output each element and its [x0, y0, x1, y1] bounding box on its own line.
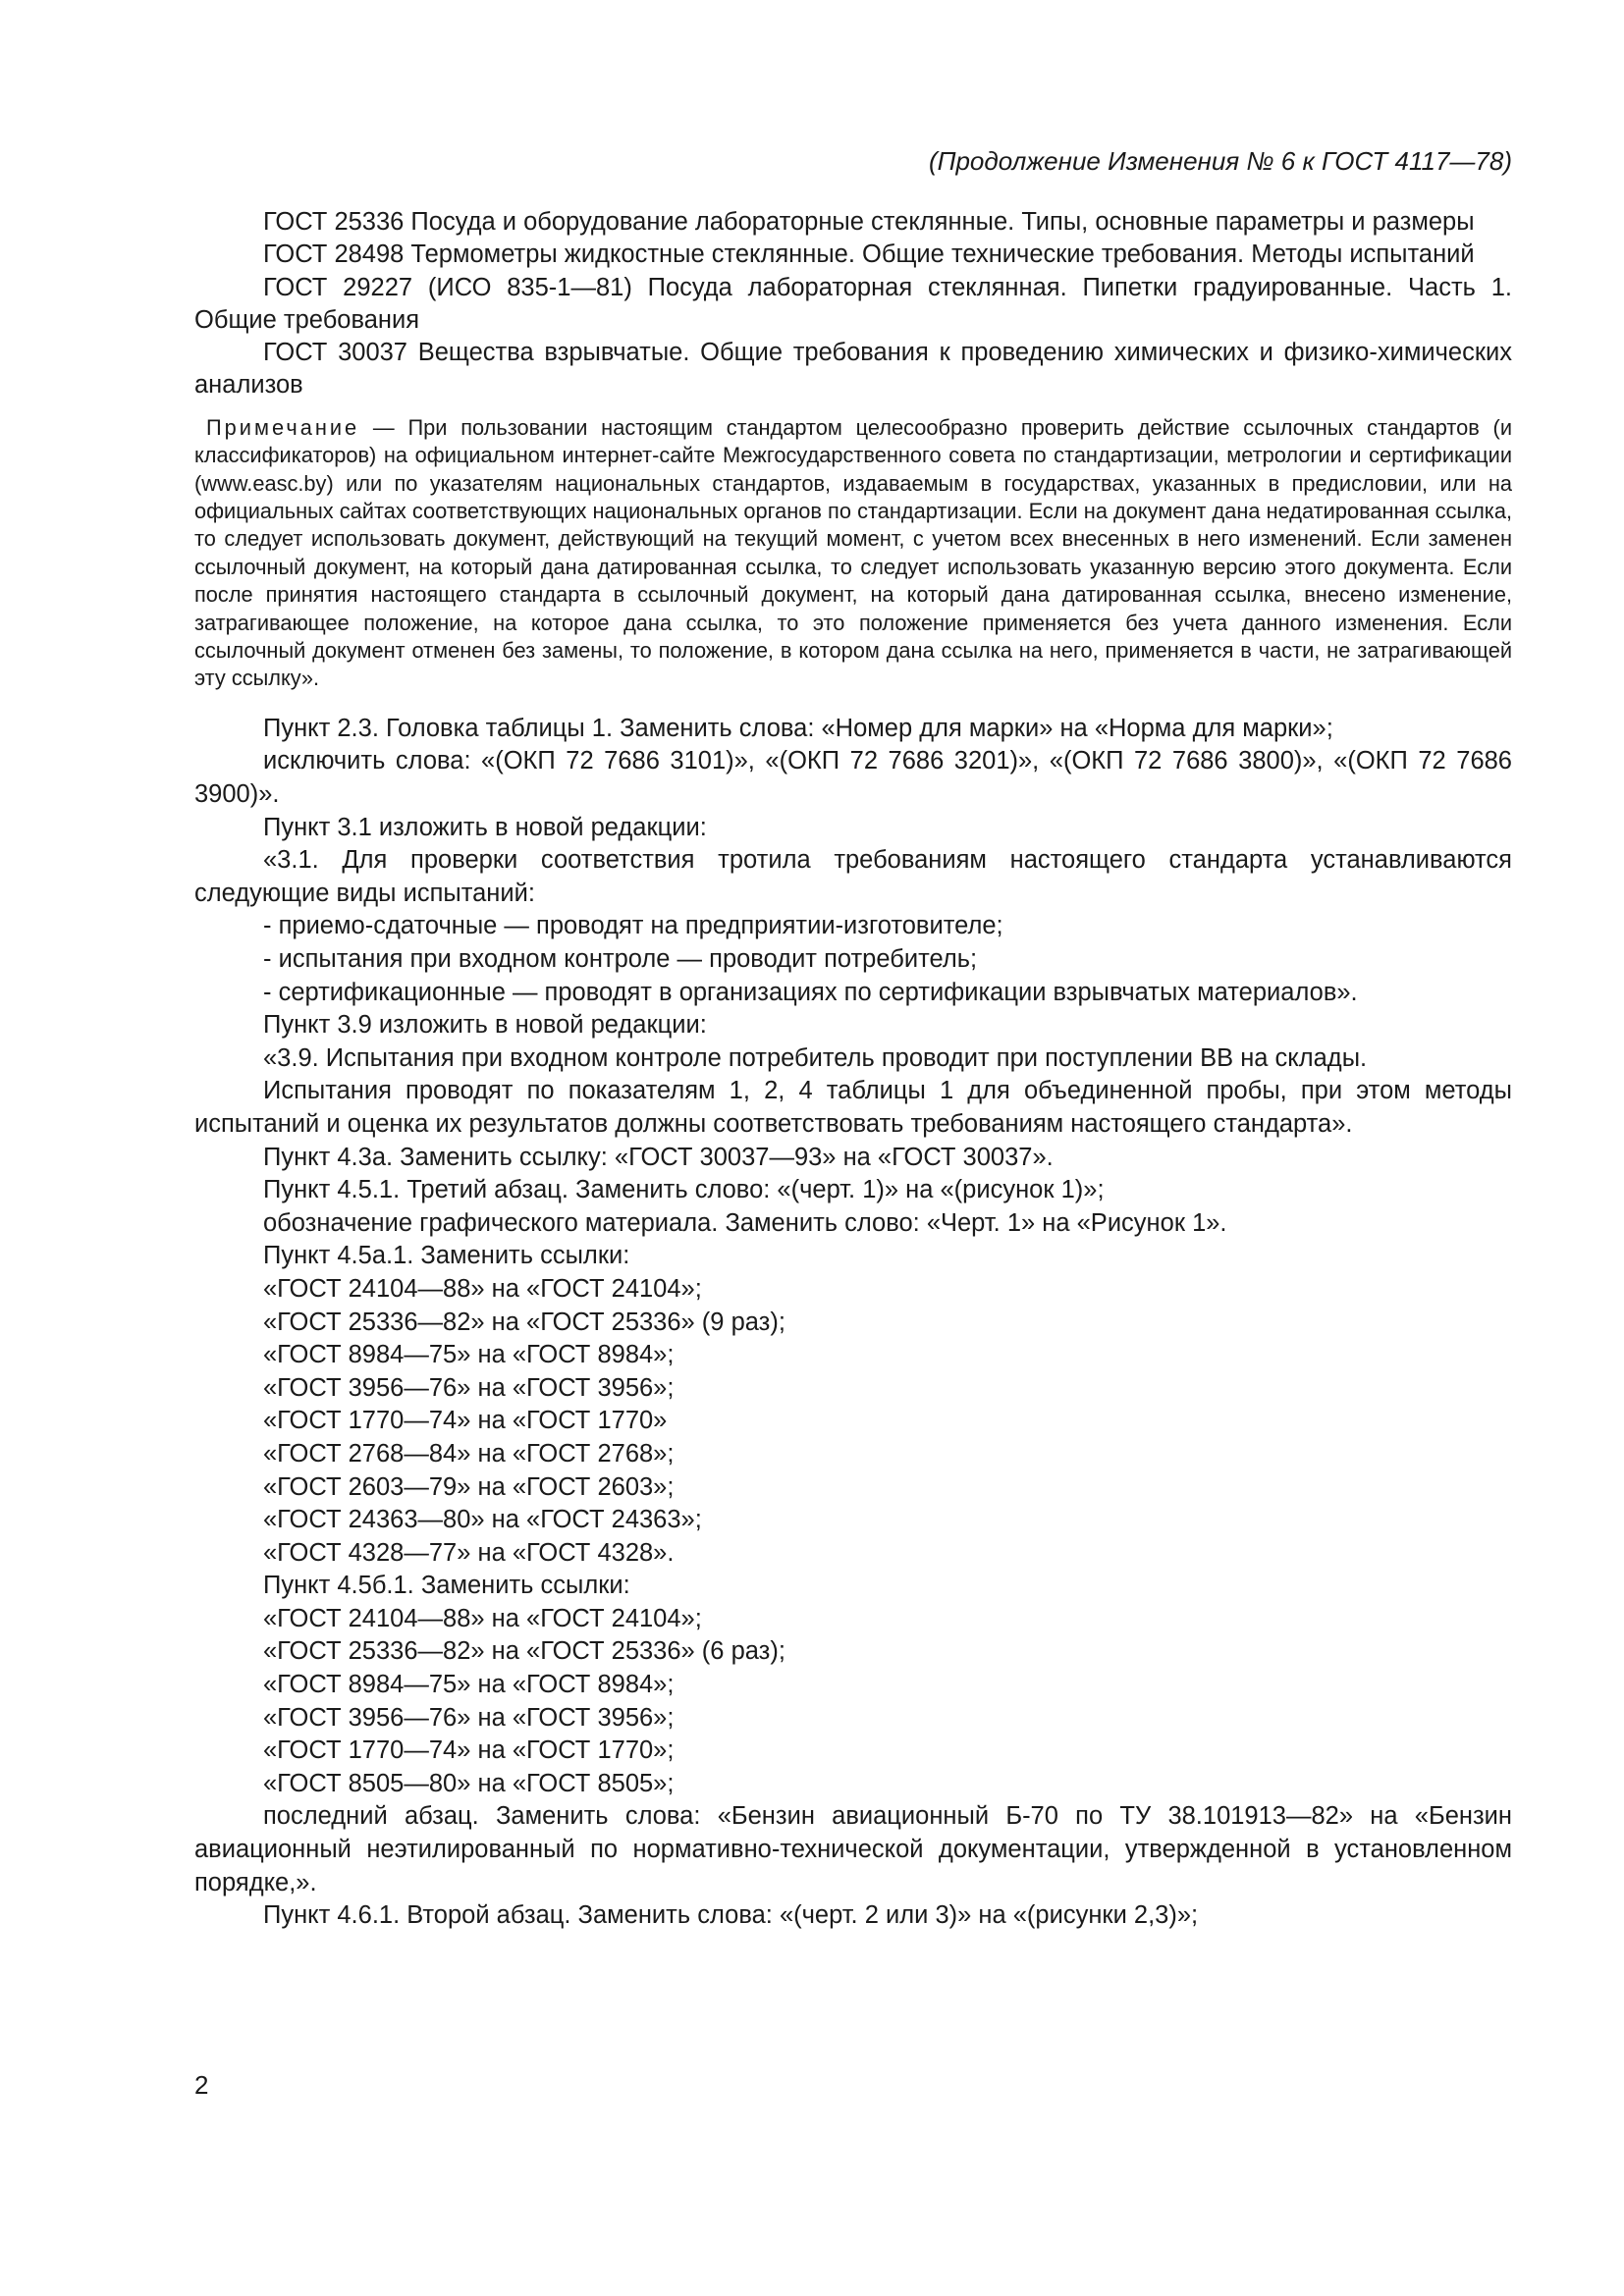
body-paragraph: «ГОСТ 25336—82» на «ГОСТ 25336» (9 раз); [263, 1308, 785, 1336]
body-paragraph: «ГОСТ 24104—88» на «ГОСТ 24104»; [263, 1604, 702, 1632]
body-paragraph: Пункт 4.3а. Заменить ссылку: «ГОСТ 30037—93» на «ГОСТ 30037». [263, 1143, 1054, 1171]
reference-item: ГОСТ 29227 (ИСО 835-1—81) Посуда лабораторная стеклянная. Пипетки градуированные. Часть 1. Общие требования [194, 273, 1512, 334]
body-paragraph: «ГОСТ 25336—82» на «ГОСТ 25336» (6 раз); [263, 1637, 785, 1666]
body-paragraph: - испытания при входном контроле — проводит потребитель; [263, 945, 978, 973]
body-paragraph: - приемо-сдаточные — проводят на предприятии-изготовителе; [263, 912, 1003, 940]
body-paragraph: «ГОСТ 2768—84» на «ГОСТ 2768»; [263, 1439, 675, 1468]
body-paragraph: «ГОСТ 8984—75» на «ГОСТ 8984»; [263, 1671, 675, 1699]
body-paragraph: Пункт 3.9 изложить в новой редакции: [263, 1011, 707, 1040]
body-paragraph: Пункт 3.1 изложить в новой редакции: [263, 813, 707, 841]
body-paragraph: «ГОСТ 4328—77» на «ГОСТ 4328». [263, 1538, 675, 1567]
body-paragraph: последний абзац. Заменить слова: «Бензин авиационный Б-70 по ТУ 38.101913—82» на «Бензин авиационный неэтилированный по нормативно-технической документации, утвержденной в установленном порядке,». [194, 1802, 1512, 1896]
body-paragraph: - сертификационные — проводят в организациях по сертификации взрывчатых материалов». [263, 978, 1358, 1006]
page-number: 2 [194, 2070, 209, 2100]
references-list [194, 206, 1512, 402]
body-paragraph: Пункт 4.5.1. Третий абзац. Заменить слово: «(черт. 1)» на «(рисунок 1)»; [263, 1176, 1105, 1204]
note-text: — При пользовании настоящим стандартом целесообразно проверить действие ссылочных стандартов (и классификаторов) на официальном интернет-сайте Межгосударственного совета по стандартизации, метрологии и сертификации (www.easc.by) или по указателям национальных стандартов, издаваемым в государствах, указанных в предисловии, или на официальных сайтах соответствующих национальных органов по стандартизации. Если на документ дана недатированная ссылка, то следует использовать документ, действующий на текущий момент, с учетом всех внесенных в него изменений. Если заменен ссылочный документ, на который дана датированная ссылка, то следует использовать указанную версию этого документа. Если после принятия настоящего стандарта в ссылочный документ, на который дана датированная ссылка, внесено изменение, затрагивающее положение, на которое дана ссылка, то это положение применяется без учета данного изменения. Если ссылочный документ отменен без замены, то положение, в котором дана ссылка на него, применяется в части, не затрагивающей эту ссылку». [194, 414, 1512, 691]
body-paragraph: «ГОСТ 24363—80» на «ГОСТ 24363»; [263, 1506, 702, 1534]
body-paragraph: обозначение графического материала. Заменить слово: «Черт. 1» на «Рисунок 1». [263, 1208, 1227, 1237]
body-paragraph: исключить слова: «(ОКП 72 7686 3101)», «(ОКП 72 7686 3201)», «(ОКП 72 7686 3800)», «(ОКП 72 7686 3900)». [194, 747, 1512, 809]
body-paragraph: «ГОСТ 8984—75» на «ГОСТ 8984»; [263, 1341, 675, 1369]
body-paragraph: «ГОСТ 3956—76» на «ГОСТ 3956»; [263, 1373, 675, 1402]
reference-item: ГОСТ 30037 Вещества взрывчатые. Общие требования к проведению химических и физико-химических анализов [194, 339, 1512, 400]
body-paragraph: «ГОСТ 2603—79» на «ГОСТ 2603»; [263, 1472, 675, 1501]
continuation-header: (Продолжение Изменения № 6 к ГОСТ 4117—78) [928, 146, 1512, 176]
document-page [194, 143, 1512, 1933]
body-paragraph: «ГОСТ 8505—80» на «ГОСТ 8505»; [263, 1769, 675, 1797]
body-paragraph: Испытания проводят по показателям 1, 2, 4 таблицы 1 для объединенной пробы, при этом методы испытаний и оценка их результатов должны соответствовать требованиям настоящего стандарта». [194, 1077, 1512, 1138]
amendment-body [194, 713, 1512, 1933]
body-paragraph: Пункт 4.6.1. Второй абзац. Заменить слова: «(черт. 2 или 3)» на «(рисунки 2,3)»; [263, 1901, 1199, 1930]
body-paragraph: «ГОСТ 1770—74» на «ГОСТ 1770»; [263, 1736, 675, 1765]
body-paragraph: «ГОСТ 24104—88» на «ГОСТ 24104»; [263, 1274, 702, 1303]
body-paragraph: «3.9. Испытания при входном контроле потребитель проводит при поступлении ВВ на склады. [263, 1043, 1368, 1072]
body-paragraph: «ГОСТ 3956—76» на «ГОСТ 3956»; [263, 1703, 675, 1732]
body-paragraph: «3.1. Для проверки соответствия тротила требованиям настоящего стандарта устанавливаются следующие виды испытаний: [194, 846, 1512, 907]
note-lead: Примечание [206, 414, 360, 440]
body-paragraph: «ГОСТ 1770—74» на «ГОСТ 1770» [263, 1407, 668, 1435]
reference-item: ГОСТ 25336 Посуда и оборудование лабораторные стеклянные. Типы, основные параметры и размеры [263, 208, 1475, 236]
reference-item: ГОСТ 28498 Термометры жидкостные стеклянные. Общие технические требования. Методы испытаний [263, 240, 1475, 269]
body-paragraph: Пункт 4.5б.1. Заменить ссылки: [263, 1572, 630, 1600]
note-paragraph [194, 414, 1512, 693]
body-paragraph: Пункт 4.5а.1. Заменить ссылки: [263, 1242, 630, 1270]
body-paragraph: Пункт 2.3. Головка таблицы 1. Заменить слова: «Номер для марки» на «Норма для марки»; [263, 714, 1333, 742]
